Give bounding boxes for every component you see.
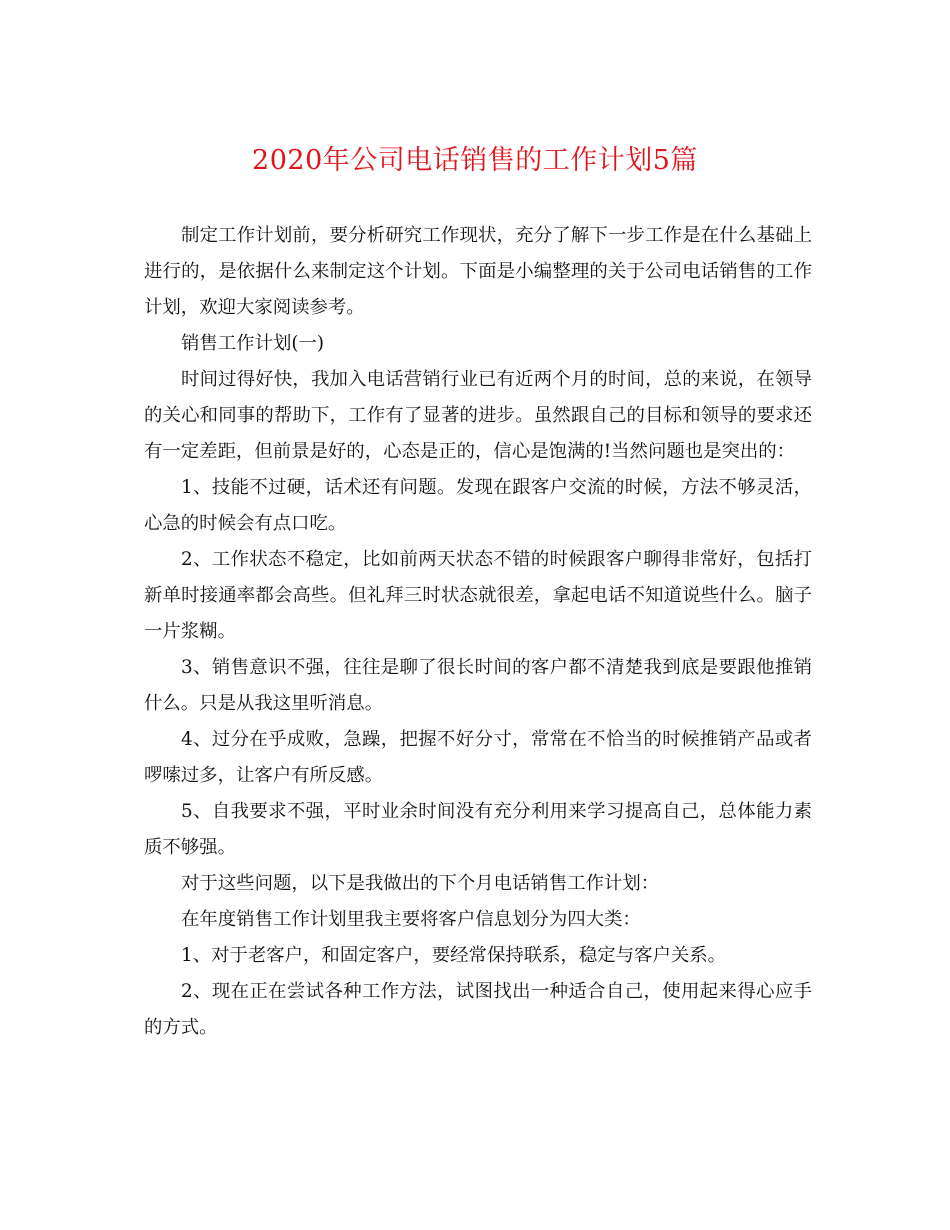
- list-item-plan-2: 2、现在正在尝试各种工作方法，试图找出一种适合自己，使用起来得心应手的方式。: [144, 981, 812, 1038]
- document-title: 2020年公司电话销售的工作计划5篇: [252, 145, 698, 176]
- list-item-problem-2: 2、工作状态不稳定，比如前两天状态不错的时候跟客户聊得非常好，包括打新单时接通率都会高些。但礼拜三时状态就很差，拿起电话不知道说些什么。脑子一片浆糊。: [144, 549, 812, 642]
- paragraph-customer-categories: 在年度销售工作计划里我主要将客户信息划分为四大类：: [181, 909, 641, 930]
- paragraph-plan-intro: 对于这些问题，以下是我做出的下个月电话销售工作计划：: [181, 873, 660, 894]
- paragraph-intro: 制定工作计划前，要分析研究工作现状，充分了解下一步工作是在什么基础上进行的，是依据什么来制定这个计划。下面是小编整理的关于公司电话销售的工作计划，欢迎大家阅读参考。: [144, 225, 812, 318]
- paragraph-summary: 时间过得好快，我加入电话营销行业已有近两个月的时间，总的来说，在领导的关心和同事的帮助下，工作有了显著的进步。虽然跟自己的目标和领导的要求还有一定差距，但前景是好的，心态是正的，信心是饱满的!当然问题也是突出的：: [144, 369, 812, 462]
- section-heading-plan-1: 销售工作计划(一): [181, 333, 325, 354]
- list-item-problem-3: 3、销售意识不强，往往是聊了很长时间的客户都不清楚我到底是要跟他推销什么。只是从我这里听消息。: [144, 657, 812, 714]
- list-item-problem-5: 5、自我要求不强，平时业余时间没有充分利用来学习提高自己，总体能力素质不够强。: [144, 801, 812, 858]
- list-item-plan-1: 1、对于老客户，和固定客户，要经常保持联系，稳定与客户关系。: [181, 945, 727, 966]
- list-item-problem-4: 4、过分在乎成败，急躁，把握不好分寸，常常在不恰当的时候推销产品或者啰嗦过多，让客户有所反感。: [144, 729, 812, 786]
- document-body: [144, 218, 812, 1046]
- list-item-problem-1: 1、技能不过硬，话术还有问题。发现在跟客户交流的时候，方法不够灵活，心急的时候会有点口吃。: [144, 477, 812, 534]
